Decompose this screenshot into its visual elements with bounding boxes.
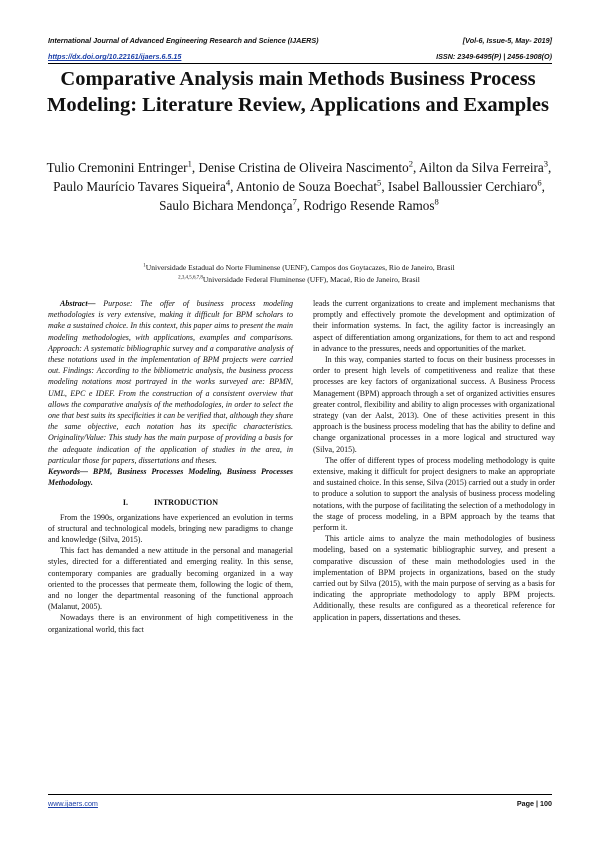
author-affiliation-mark: 7 — [292, 196, 297, 207]
author-name: Ailton da Silva Ferreira — [418, 160, 544, 175]
left-column — [48, 298, 293, 635]
paper-title: Comparative Analysis main Methods Business Process Modeling: Literature Review, Applications and Examples — [47, 68, 549, 116]
page-number: Page | 100 — [516, 799, 552, 808]
author-name: Tulio Cremonini Entringer — [46, 160, 188, 175]
issn: ISSN: 2349-6495(P) | 2456-1908(O) — [436, 52, 552, 61]
author-affiliation-mark: 8 — [434, 196, 439, 207]
abstract-text: Purpose: The offer of business process modeling methodologies is very extensive, making it difficult for BPM scholars to make a sustained choice. In this context, this paper aims to present the main modeling methodologies, with applications, examples and comparisons. Approach: A systematic bibliographic survey and a comparative analysis of these notations used in the implementation of BPM projects were carried out. Findings: According to the bibliometric analysis, the business process modeling notations most portrayed in the works surveyed are: BPMN, UML, EPC e IDEF. From the construction of a consistent overview that allows the comparative analysis of the methodologies, in order to select the one that best suits its specificities it can be verified that, although they share the same objective, each notation has its specific characteristics. Originality/Value: This study has the main purpose of providing a basis for the adequate indication of the application of studies in the area, in particular those for papers, dissertations and theses. — [48, 299, 293, 465]
journal-name: International Journal of Advanced Engineering Research and Science (IJAERS) — [48, 36, 319, 45]
paragraph: This fact has demanded a new attitude in the personal and managerial styles, directed for a differentiated and emerging reality. In this sense, contemporary companies are gradually becoming organized in a way oriented to the processes that permeate them, following the logic of them, and no longer the departmental reasoning of the functional approach (Malanut, 2005). — [48, 546, 293, 612]
author-name: Antonio de Souza Boechat — [236, 179, 378, 194]
paragraph: The offer of different types of process modeling methodology is quite extensive, making it difficult for project designers to make an appropriate and sustained choice. In this sense, Silva (2015) carried out a study in order to produce a solution to support the analysis of business process modeling notations, with the purpose of facilitating the selection of a methodology in the stage of process modeling, in a BPM approach by the teams that perform it. — [313, 455, 555, 533]
footer-rule — [48, 794, 552, 795]
author-affiliation-mark: 2 — [408, 158, 413, 169]
affiliation-1: $^1$Universidade Estadual do Norte Fluminense (UENF), Campos dos Goytacazes, Rio de Janeiro, Brasil — [143, 263, 455, 272]
site-link[interactable]: www.ijaers.com — [48, 799, 98, 808]
keywords: Keywords— BPM, Business Processes Modeling, Business Processes Methodology. — [48, 467, 293, 488]
author-name: Saulo Bichara Mendonça — [159, 198, 293, 213]
volume-issue: [Vol-6, Issue-5, May- 2019] — [462, 36, 552, 45]
abstract-label: Abstract— — [60, 299, 96, 308]
author-name: Denise Cristina de Oliveira Nascimento — [198, 160, 409, 175]
paragraph: Nowadays there is an environment of high competitiveness in the organizational world, this fact — [48, 613, 293, 634]
section-heading: I. INTRODUCTION — [122, 498, 219, 508]
author-list: Tulio Cremonini Entringer$^1$, Denise Cristina de Oliveira Nascimento$^2$, Ailton da Silva Ferreira$^3$, Paulo Maurício Tavares Siqueira$^4$, Antonio de Souza Boechat$^5$, Isabel Balloussier Cerchiaro$^6$, Saulo Bichara Mendonça$^7$, Rodrigo Resende Ramos$^8$ — [46, 158, 552, 213]
right-column — [313, 298, 555, 623]
author-affiliation-mark: 6 — [537, 177, 542, 188]
author-affiliation-mark: 4 — [225, 177, 231, 188]
affiliations — [46, 262, 552, 285]
author-affiliation-mark: 3 — [543, 158, 549, 169]
author-affiliation-mark: 5 — [377, 177, 382, 188]
affiliation-2: $^{2,3,4,5,6,7,8}$Universidade Federal Fluminense (UFF), Macaé, Rio de Janeiro, Brasil — [178, 274, 420, 284]
paragraph: From the 1990s, organizations have experienced an evolution in terms of structural and technological models, bringing new paradigms to change and knowledge (Silva, 2015). — [48, 512, 293, 545]
header-rule — [48, 63, 552, 64]
paragraph: leads the current organizations to create and implement mechanisms that promptly and effectively promote the development and optimization of their information systems. In fact, the agility factor is increasingly an aspect of differentiation among organizations, for them to act and respond in advance to the pressures, needs and opportunities of the market. — [313, 299, 555, 353]
author-name: Paulo Maurício Tavares Siqueira — [53, 179, 226, 194]
paragraph: This article aims to analyze the main methodologies of business modeling, based on a systematic bibliographic survey, and present a comparative discussion of these main methodologies used in the implementation of BPM projects in organizations, based on the study carried out by Silva (2015), with the main purpose of serving as a basis for indicating the appropriate methodology to apply BPM projects. Additionally, these results are configured as a theoretical reference for application in papers, dissertations and theses. — [313, 534, 555, 622]
author-name: Rodrigo Resende Ramos — [303, 198, 435, 213]
abstract — [48, 298, 293, 466]
paragraph: In this way, companies started to focus on their business processes in order to present high levels of competitiveness and realize that these processes are key factors of organizational success. A Business Process Management (BPM) approach through a set of organized activities ensures greater control, flexibility and ability to align processes with organizational strategy (van der Aalst, 2013). One of these activities present in this approach is the business process modeling that has the ability to define and change organizational processes in a more logical and structured way (Silva, 2015). — [313, 355, 555, 454]
author-name: Isabel Balloussier Cerchiaro — [387, 179, 538, 194]
author-affiliation-mark: 1 — [187, 158, 192, 169]
doi-link[interactable]: https://dx.doi.org/10.22161/ijaers.6.5.15 — [48, 52, 182, 61]
